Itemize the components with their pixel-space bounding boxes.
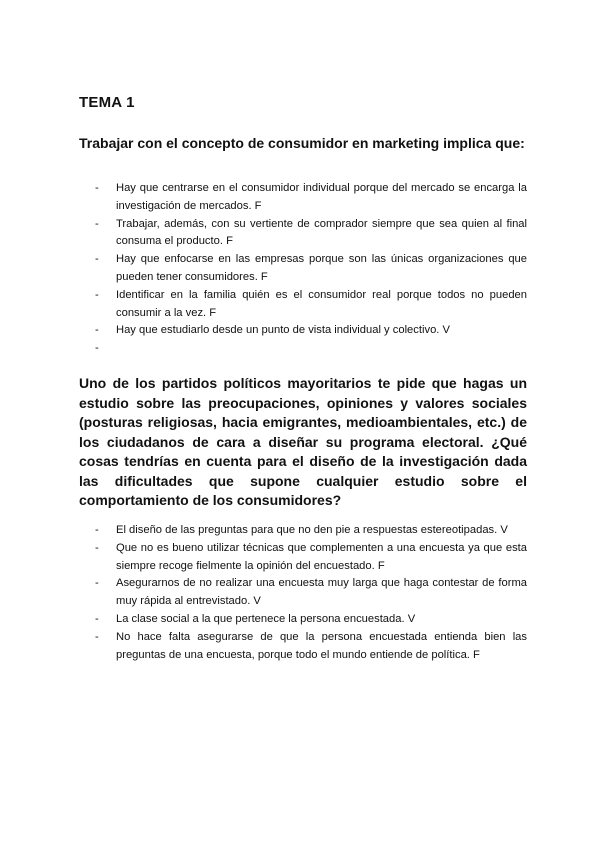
bullet-dash: - (95, 630, 99, 643)
list-item (79, 216, 527, 252)
bullet-dash: - (95, 324, 99, 337)
list-item (79, 322, 527, 340)
list-item (79, 540, 527, 576)
bullet-dash: - (95, 577, 99, 590)
bullet-dash: - (95, 288, 99, 301)
answer-list-1 (79, 180, 527, 358)
bullet-dash: - (95, 182, 99, 194)
answer-text: Hay que centrarse en el consumidor individual porque del mercado se encarga la investigación de mercados. F (116, 182, 527, 212)
answer-text: La clase social a la que pertenece la persona encuestada. V (116, 612, 416, 625)
list-item (79, 251, 527, 287)
list-item (79, 180, 527, 216)
list-item (79, 629, 527, 665)
answer-text: Identificar en la familia quién es el consumidor real porque todos no pueden consumir a la vez. F (116, 288, 527, 319)
page-title: TEMA 1 (79, 94, 135, 111)
list-item (79, 522, 527, 540)
answer-text: No hace falta asegurarse de que la persona encuestada entienda bien las preguntas de una encuesta, porque todo el mundo entiende de política. F (116, 630, 527, 661)
bullet-dash: - (95, 342, 99, 355)
list-item (79, 287, 527, 323)
list-item-empty (79, 340, 527, 358)
question-1: Trabajar con el concepto de consumidor en marketing implica que: (79, 135, 525, 151)
bullet-dash: - (95, 217, 99, 230)
bullet-dash: - (95, 253, 99, 266)
answer-text: Asegurarnos de no realizar una encuesta muy larga que haga contestar de forma muy rápida al entrevistado. V (116, 577, 527, 608)
answer-text: Que no es bueno utilizar técnicas que complementen a una encuesta ya que esta siempre recoge fielmente la opinión del encuestado. F (116, 541, 527, 572)
answer-list-2 (79, 522, 527, 664)
question-2: Uno de los partidos políticos mayoritarios te pide que hagas un estudio sobre las preocupaciones, opiniones y valores sociales (posturas religiosas, hacia emigrantes, medioambientales, etc.) de los ciudadanos de cara a diseñar su programa electoral. ¿Qué cosas tendrías en cuenta para el diseño de la investigación dada las dificultades que supone cualquier estudio sobre el comportamiento de los consumidores? (79, 375, 527, 508)
list-item (79, 611, 527, 629)
answer-text: El diseño de las preguntas para que no den pie a respuestas estereotipadas. V (116, 524, 508, 536)
answer-text: Trabajar, además, con su vertiente de comprador siempre que sea quien al final consuma el producto. F (116, 217, 527, 248)
answer-text: Hay que enfocarse en las empresas porque son las únicas organizaciones que pueden tener consumidores. F (116, 253, 527, 283)
bullet-dash: - (95, 524, 99, 536)
list-item (79, 575, 527, 611)
answer-text: Hay que estudiarlo desde un punto de vista individual y colectivo. V (116, 324, 450, 337)
bullet-dash: - (95, 612, 99, 625)
bullet-dash: - (95, 541, 99, 554)
